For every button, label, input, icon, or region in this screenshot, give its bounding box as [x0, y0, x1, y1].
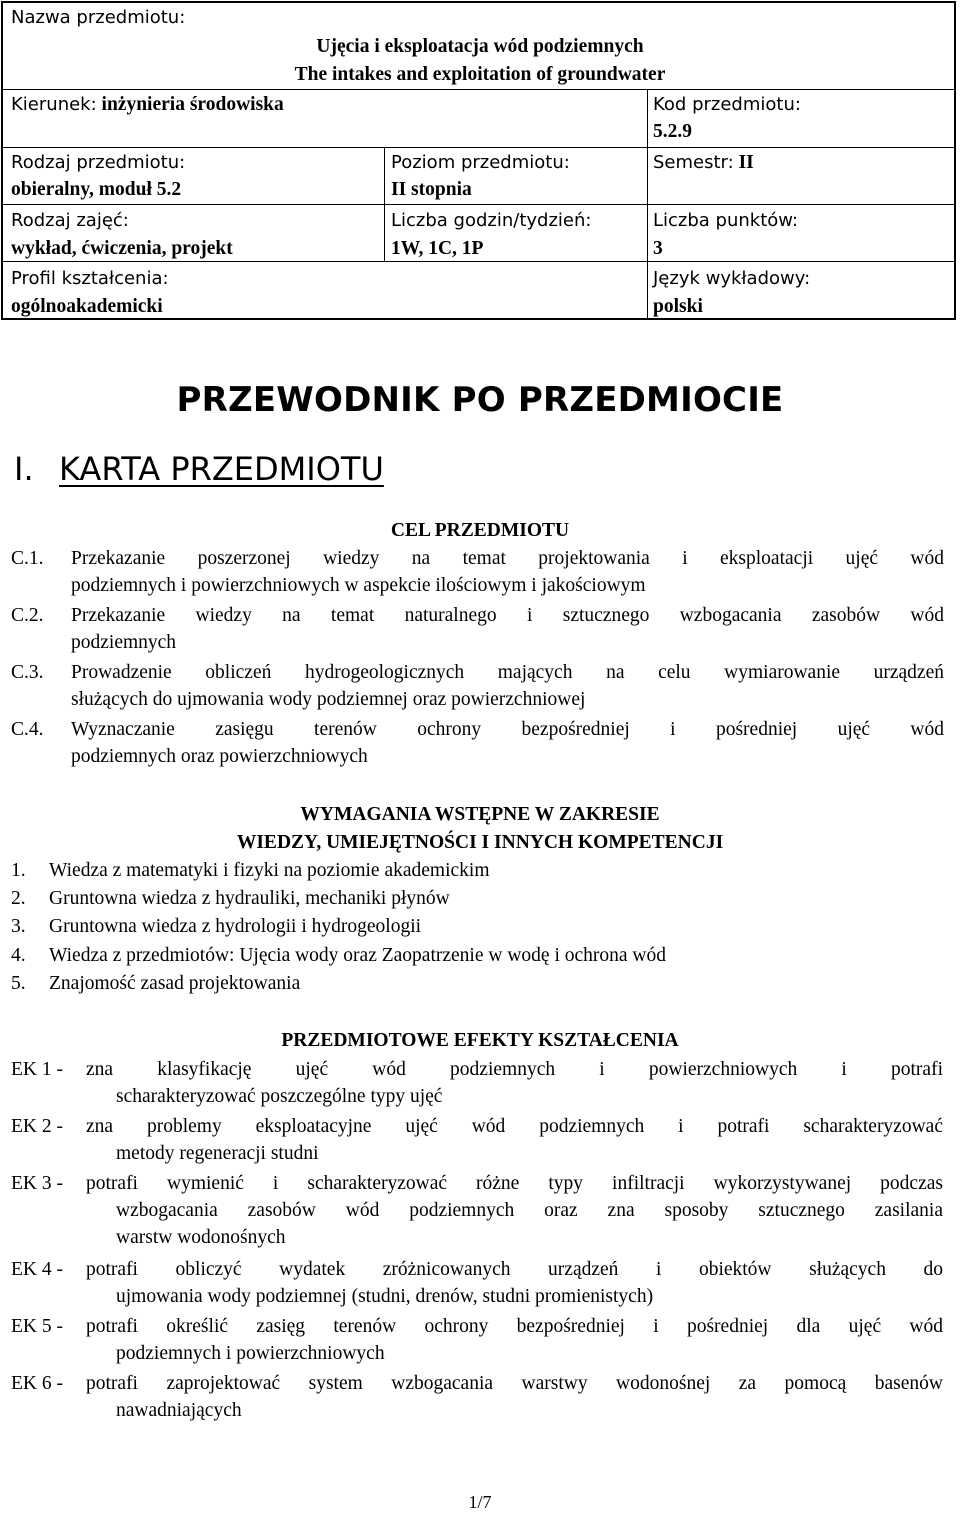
class-type-value: wykład, ćwiczenia, projekt: [11, 238, 233, 259]
outcome-text: [86, 1170, 943, 1251]
class-type-label: Rodzaj zajęć:: [11, 210, 129, 231]
semester-label: Semestr:: [653, 152, 734, 173]
field-of-study: [11, 91, 284, 118]
goal-text: [71, 602, 944, 656]
requirement-text: Wiedza z przedmiotów: Ujęcia wody oraz Zaopatrzenie w wodę i ochrona wód: [49, 945, 667, 966]
requirement-number: 5.: [11, 973, 26, 994]
points-value: 3: [653, 238, 663, 259]
outcome-text: [86, 1256, 943, 1310]
goal-line: służących do ujmowania wody podziemnej oraz powierzchniowej: [71, 689, 586, 710]
semester: [653, 149, 754, 176]
section-title: KARTA PRZEDMIOTU: [59, 450, 384, 488]
requirement-text: Gruntowna wiedza z hydrauliki, mechaniki płynów: [49, 888, 450, 909]
course-code-label: Kod przedmiotu:: [653, 94, 801, 115]
requirement-number: 3.: [11, 916, 26, 937]
profile-value: ogólnoakademicki: [11, 296, 163, 317]
outcome-text: [86, 1313, 943, 1367]
goal-text: [71, 716, 944, 770]
goal-line: podziemnych oraz powierzchniowych: [71, 746, 368, 767]
hours-value: 1W, 1C, 1P: [391, 238, 484, 259]
goal-number: C.2.: [11, 605, 44, 626]
outcome-line: potrafi zaprojektować system wzbogacania warstwy wodonośnej za pomocą basenów: [86, 1373, 943, 1394]
goals-heading: CEL PRZEDMIOTU: [390, 520, 570, 541]
course-code-value: 5.2.9: [653, 121, 692, 142]
requirement-text: Znajomość zasad projektowania: [49, 973, 301, 994]
requirement-number: 2.: [11, 888, 26, 909]
course-title-en: The intakes and exploitation of groundwater: [294, 64, 666, 85]
page-number: 1/7: [468, 1492, 492, 1512]
outcome-line: potrafi wymienić i scharakteryzować różne typy infiltracji wykorzystywanej podczas: [86, 1173, 943, 1194]
field-of-study-value: inżynieria środowiska: [101, 94, 284, 115]
outcome-number: EK 1 -: [11, 1059, 63, 1080]
goal-line: podziemnych: [71, 632, 177, 653]
outcome-line: zna problemy eksploatacyjne ujęć wód podziemnych i potrafi scharakteryzować: [86, 1116, 943, 1137]
course-level-label: Poziom przedmiotu:: [391, 152, 570, 173]
hours-label: Liczba godzin/tydzień:: [391, 210, 592, 231]
requirement-text: Gruntowna wiedza z hydrologii i hydrogeologii: [49, 916, 422, 937]
goal-number: C.3.: [11, 662, 44, 683]
goal-line: Prowadzenie obliczeń hydrogeologicznych mających na celu wymiarowanie urządzeń: [71, 662, 944, 683]
outcome-line: wzbogacania zasobów wód podziemnych oraz zna sposoby sztucznego zasilania: [116, 1200, 943, 1221]
outcome-number: EK 6 -: [11, 1373, 63, 1394]
table-divider: [3, 89, 954, 90]
outcome-line: potrafi określić zasięg terenów ochrony bezpośredniej i pośredniej dla ujęć wód: [86, 1316, 943, 1337]
table-divider: [3, 204, 954, 205]
points-label: Liczba punktów:: [653, 210, 799, 231]
goal-number: C.1.: [11, 548, 44, 569]
requirement-text: Wiedza z matematyki i fizyki na poziomie akademickim: [49, 860, 490, 881]
outcome-line: ujmowania wody podziemnej (studni, drenów, studni promienistych): [116, 1286, 654, 1307]
outcome-line: podziemnych i powierzchniowych: [116, 1343, 385, 1364]
outcomes-heading: PRZEDMIOTOWE EFEKTY KSZTAŁCENIA: [281, 1030, 679, 1051]
outcome-line: metody regeneracji studni: [116, 1143, 319, 1164]
course-type-value: obieralny, moduł 5.2: [11, 179, 182, 200]
requirements-subheading: WIEDZY, UMIEJĘTNOŚCI I INNYCH KOMPETENCJI: [236, 832, 724, 853]
course-level-value: II stopnia: [391, 179, 472, 200]
outcome-line: zna klasyfikację ujęć wód podziemnych i powierzchniowych i potrafi: [86, 1059, 943, 1080]
language-label: Język wykładowy:: [653, 268, 811, 289]
goal-text: [71, 659, 944, 713]
goal-line: Wyznaczanie zasięgu terenów ochrony bezpośredniej i pośredniej ujęć wód: [71, 719, 944, 740]
course-type-label: Rodzaj przedmiotu:: [11, 152, 186, 173]
language-value: polski: [653, 296, 703, 317]
outcome-line: scharakteryzować poszczególne typy ujęć: [116, 1086, 443, 1107]
field-of-study-label: Kierunek:: [11, 94, 97, 115]
goal-line: podziemnych i powierzchniowych w aspekcie ilościowym i jakościowym: [71, 575, 646, 596]
outcome-line: warstw wodonośnych: [116, 1227, 286, 1248]
table-divider: [647, 89, 648, 320]
table-divider: [384, 147, 385, 261]
outcome-number: EK 4 -: [11, 1259, 63, 1280]
outcome-text: [86, 1113, 943, 1167]
course-title-pl: Ujęcia i eksploatacja wód podziemnych: [316, 36, 644, 57]
goal-text: [71, 545, 944, 599]
profile-label: Profil kształcenia:: [11, 268, 169, 289]
section-number: I.: [14, 450, 34, 488]
goal-number: C.4.: [11, 719, 44, 740]
outcome-text: [86, 1370, 943, 1424]
course-name-label: Nazwa przedmiotu:: [11, 7, 186, 28]
page-title: PRZEWODNIK PO PRZEDMIOCIE: [176, 380, 784, 420]
outcome-number: EK 2 -: [11, 1116, 63, 1137]
goal-line: Przekazanie poszerzonej wiedzy na temat projektowania i eksploatacji ujęć wód: [71, 548, 944, 569]
goal-line: Przekazanie wiedzy na temat naturalnego i sztucznego wzbogacania zasobów wód: [71, 605, 944, 626]
outcome-number: EK 3 -: [11, 1173, 63, 1194]
outcome-line: nawadniających: [116, 1400, 242, 1421]
requirement-number: 1.: [11, 860, 26, 881]
outcome-line: potrafi obliczyć wydatek zróżnicowanych urządzeń i obiektów służących do: [86, 1259, 943, 1280]
table-divider: [3, 147, 954, 148]
outcome-text: [86, 1056, 943, 1110]
requirement-number: 4.: [11, 945, 26, 966]
semester-value: II: [738, 152, 754, 173]
outcome-number: EK 5 -: [11, 1316, 63, 1337]
requirements-heading: WYMAGANIA WSTĘPNE W ZAKRESIE: [300, 804, 660, 825]
